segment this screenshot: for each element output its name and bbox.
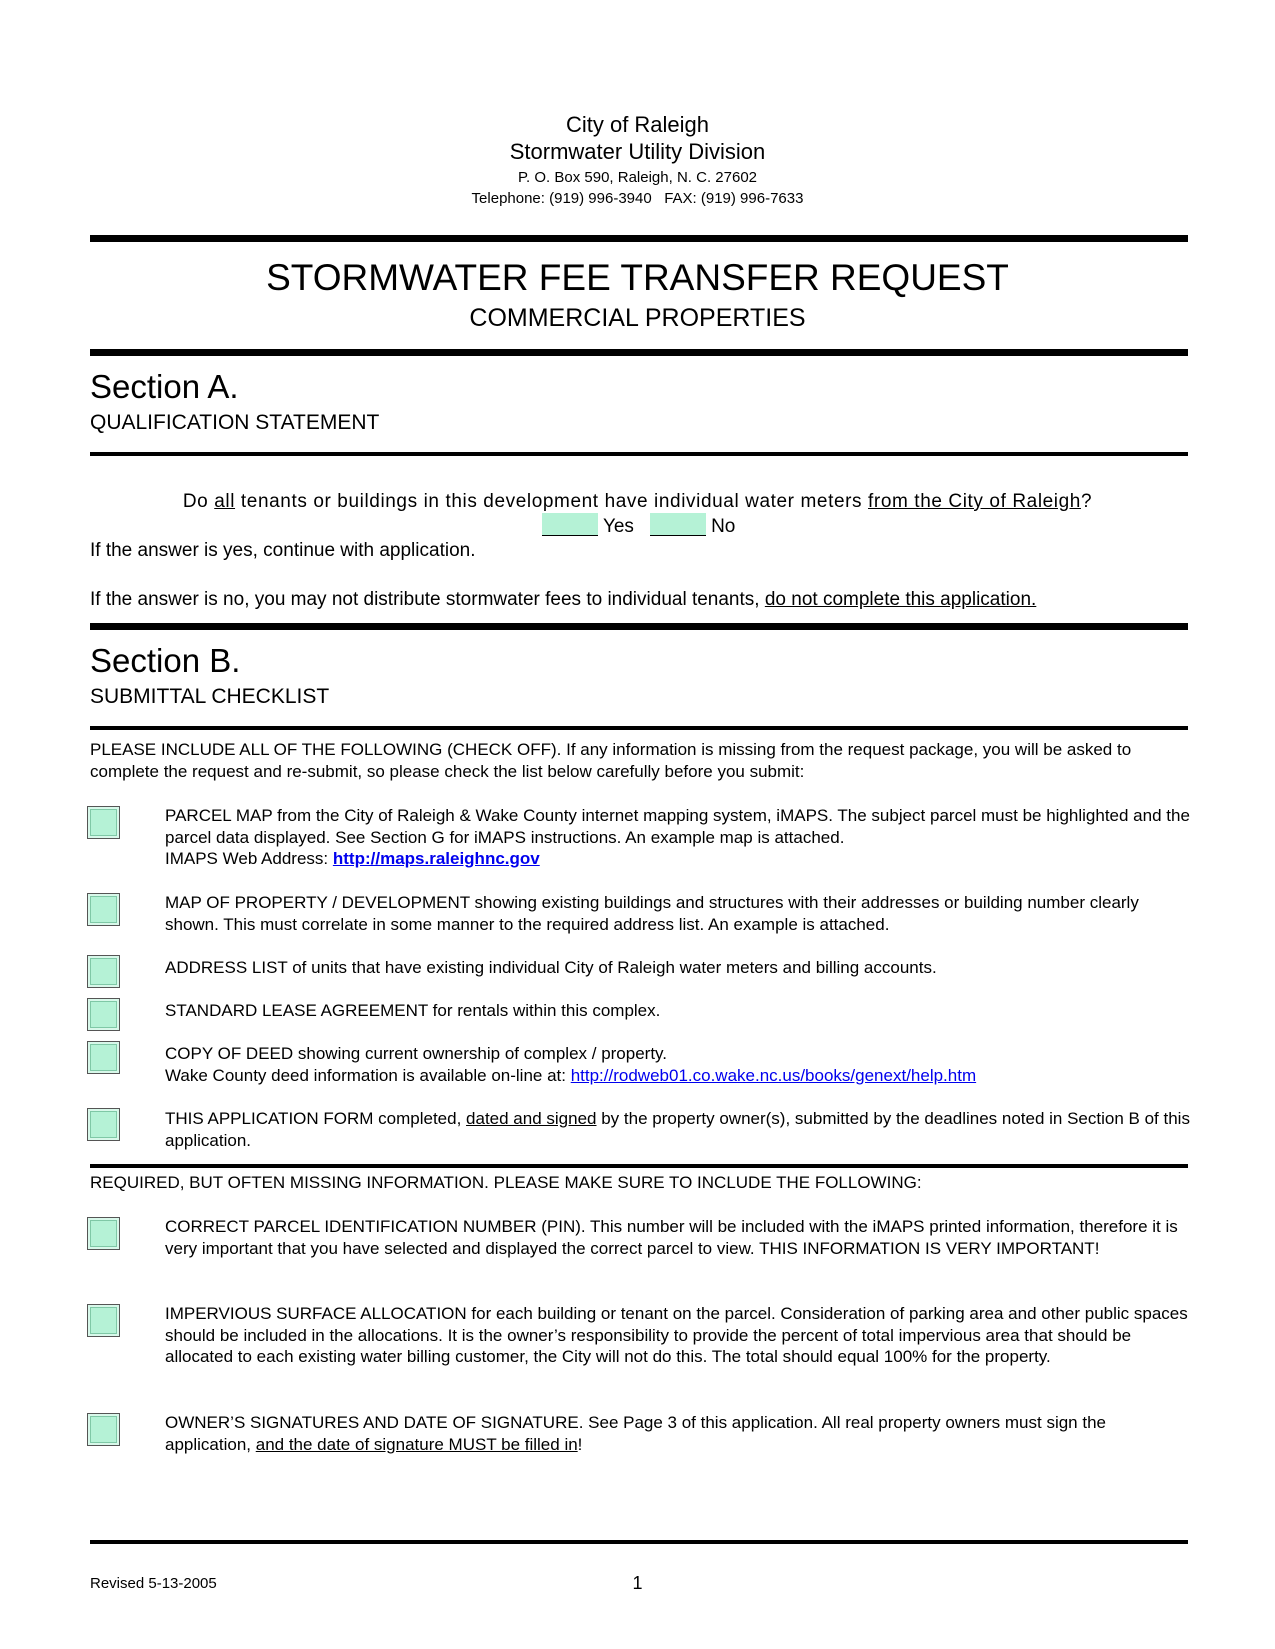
item-web-address	[165, 1065, 1195, 1087]
section-b-subheading: SUBMITTAL CHECKLIST	[90, 685, 330, 708]
org-name: City of Raleigh	[565, 112, 710, 137]
division-name: Stormwater Utility Division	[509, 139, 766, 164]
no-note	[90, 588, 1036, 612]
item-text: OWNER’S SIGNATURES AND DATE OF SIGNATURE. See Page 3 of this application. All real property owners must sign the application,	[165, 1413, 1106, 1454]
item-text: THIS APPLICATION FORM completed,	[165, 1109, 467, 1128]
required-item-signatures	[165, 1412, 1195, 1455]
item-emphasis: and the date of signature MUST be filled in	[255, 1434, 578, 1454]
no-label: No	[711, 516, 736, 537]
divider	[90, 452, 1188, 456]
no-note-warning: do not complete this application.	[764, 589, 1037, 610]
question-emphasis-city: from the City of Raleigh	[868, 491, 1081, 512]
item-text: by the property owner(s), submitted by the deadlines noted in Section B of this application.	[165, 1109, 1190, 1150]
question-text: ?	[1080, 491, 1093, 512]
qualification-question	[0, 490, 1275, 514]
phone-fax: Telephone: (919) 996-3940 FAX: (919) 996-7633	[471, 190, 804, 207]
question-emphasis-all: all	[214, 491, 236, 512]
checklist-checkbox-parcel-map[interactable]	[87, 806, 120, 839]
item-description: COPY OF DEED showing current ownership of complex / property.	[165, 1044, 668, 1063]
no-note-text: If the answer is no, you may not distribute stormwater fees to individual tenants,	[90, 589, 765, 610]
checklist-item-application-form	[165, 1108, 1195, 1151]
item-description: PARCEL MAP from the City of Raleigh & Wake County internet mapping system, iMAPS. The subject parcel must be highlighted and the parcel data displayed. See Section G for iMAPS instructions. An example map is attached.	[165, 806, 1190, 847]
required-checkbox-impervious-surface[interactable]	[87, 1304, 120, 1337]
question-text: tenants or buildings in this development have individual water meters	[235, 491, 869, 512]
checklist-intro: PLEASE INCLUDE ALL OF THE FOLLOWING (CHECK OFF). If any information is missing from the request package, you will be asked to complete the request and re-submit, so please check the list below carefully before you submit:	[90, 740, 1132, 781]
yes-label: Yes	[602, 516, 634, 537]
form-subtitle: COMMERCIAL PROPERTIES	[469, 304, 806, 332]
web-address-label: IMAPS Web Address:	[165, 849, 333, 868]
checklist-item-parcel-map	[165, 805, 1195, 870]
checklist-item-lease-agreement: STANDARD LEASE AGREEMENT for rentals within this complex.	[165, 1001, 661, 1020]
form-title: STORMWATER FEE TRANSFER REQUEST	[266, 257, 1009, 298]
required-checkbox-signatures[interactable]	[87, 1413, 120, 1446]
checklist-checkbox-lease-agreement[interactable]	[87, 998, 120, 1031]
section-a-subheading: QUALIFICATION STATEMENT	[90, 411, 380, 434]
item-text: !	[577, 1434, 583, 1454]
deed-link[interactable]: http://rodweb01.co.wake.nc.us/books/genext/help.htm	[570, 1065, 977, 1085]
yes-no-answer	[542, 513, 735, 539]
required-checkbox-pin[interactable]	[87, 1217, 120, 1250]
checklist-item-deed	[165, 1043, 1195, 1086]
question-text: Do	[182, 491, 215, 512]
divider	[90, 235, 1188, 242]
imaps-link[interactable]: http://maps.raleighnc.gov	[332, 849, 540, 868]
section-b-heading: Section B.	[90, 642, 241, 679]
item-web-address	[165, 848, 1195, 870]
required-item-impervious-surface: IMPERVIOUS SURFACE ALLOCATION for each building or tenant on the parcel. Consideration of parking area and other public spaces should be included in the allocations. It is the owner’s responsibility to provide the percent of total impervious area that should be allocated to each existing water billing customer, the City will not do this. The total should equal 100% for the property.	[165, 1304, 1188, 1366]
yes-answer-field[interactable]	[542, 513, 598, 536]
page-number: 1	[632, 1573, 643, 1593]
checklist-checkbox-application-form[interactable]	[87, 1108, 120, 1141]
no-answer-field[interactable]	[650, 513, 706, 536]
checklist-checkbox-address-list[interactable]	[87, 955, 120, 988]
divider	[90, 349, 1188, 356]
yes-note: If the answer is yes, continue with application.	[90, 540, 476, 561]
divider	[90, 1540, 1188, 1544]
checklist-item-property-map: MAP OF PROPERTY / DEVELOPMENT showing existing buildings and structures with their addresses or building number clearly shown. This must correlate in some manner to the required address list. An example is attached.	[165, 893, 1139, 934]
required-heading: REQUIRED, BUT OFTEN MISSING INFORMATION. PLEASE MAKE SURE TO INCLUDE THE FOLLOWING:	[90, 1173, 922, 1192]
checklist-item-address-list: ADDRESS LIST of units that have existing individual City of Raleigh water meters and billing accounts.	[165, 958, 937, 977]
divider	[90, 1164, 1188, 1168]
item-emphasis: dated and signed	[466, 1109, 597, 1128]
divider	[90, 623, 1188, 630]
required-item-pin: CORRECT PARCEL IDENTIFICATION NUMBER (PIN). This number will be included with the iMAPS printed information, therefore it is very important that you have selected and displayed the correct parcel to view. THIS INFORMATION IS VERY IMPORTANT!	[165, 1217, 1178, 1258]
revision-date: Revised 5-13-2005	[90, 1575, 217, 1592]
divider	[90, 726, 1188, 730]
checklist-checkbox-deed[interactable]	[87, 1041, 120, 1074]
deed-info-label: Wake County deed information is available on-line at:	[165, 1065, 571, 1085]
section-a-heading: Section A.	[90, 368, 239, 405]
checklist-checkbox-property-map[interactable]	[87, 893, 120, 926]
mailing-address: P. O. Box 590, Raleigh, N. C. 27602	[517, 169, 758, 186]
